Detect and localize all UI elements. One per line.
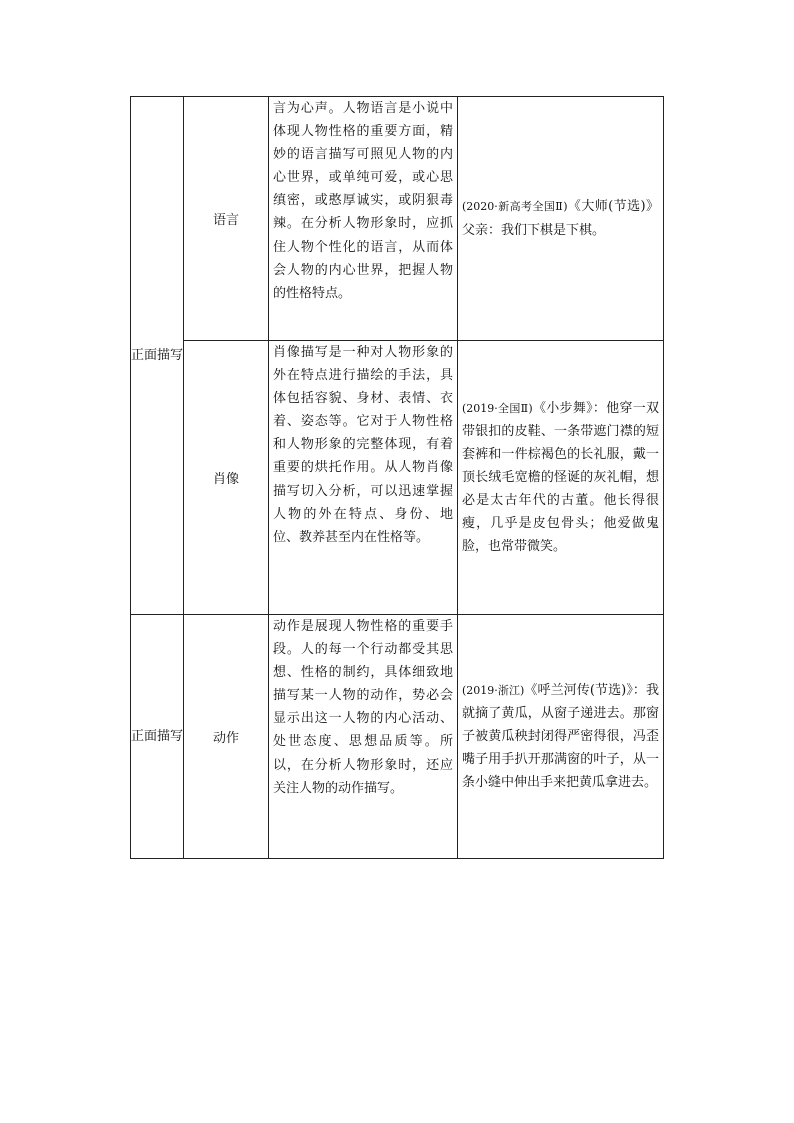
subcategory-label: 肖像 <box>212 472 239 487</box>
description-text: 肖像描写是一种对人物形象的外在特点进行描绘的手法，具体包括容貌、身材、表情、衣着、姿态等。它对于人物性格和人物形象的完整体现，有着重要的烘托作用。从人物肖像描写切入分析，可以迅速掌握人物的外在特点、身份、地位、教养甚至内在性格等。 <box>273 345 453 545</box>
category-cell <box>131 97 184 615</box>
category-label: 正面描写 <box>131 728 184 744</box>
method-table <box>130 96 664 859</box>
example-cell <box>458 341 664 615</box>
subcategory-label: 动作 <box>212 731 239 746</box>
subcategory-cell <box>184 97 269 341</box>
example-text: 《小步舞》：他穿一双带银扣的皮鞋、一条带遮门襟的短套裤和一件棕褐色的长礼服，戴一顶长绒毛宽檐的怪诞的灰礼帽，想必是太古年代的古董。他长得很瘦，几乎是皮包骨头；他爱做鬼脸，也常带微笑。 <box>462 400 659 555</box>
example-source: (2019·全国Ⅱ) <box>462 401 533 415</box>
example-text: 《呼兰河传(节选)》：我就摘了黄瓜，从窗子递进去。那窗子被黄瓜秧封闭得严密得很，冯歪嘴子用手扒开那满窗的叶子，从一条小缝中伸出手来把黄瓜拿进去。 <box>462 682 659 791</box>
example-source: (2020·新高考全国Ⅱ) <box>462 200 568 214</box>
example-cell <box>458 615 664 859</box>
description-cell <box>269 341 458 615</box>
table-row <box>131 97 664 341</box>
description-cell <box>269 615 458 859</box>
description-text: 言为心声。人物语言是小说中体现人物性格的重要方面，精妙的语言描写可照见人物的内心世界，或单纯可爱，或心思缜密，或憨厚诚实，或阴狠毒辣。在分析人物形象时，应抓住人物个性化的语言，从而体会人物的内心世界，把握人物的性格特点。 <box>273 101 453 301</box>
description-cell <box>269 97 458 341</box>
category-cell <box>131 615 184 859</box>
example-source: (2019·浙江) <box>462 683 525 697</box>
table-row <box>131 615 664 859</box>
description-text: 动作是展现人物性格的重要手段。人的每一个行动都受其思想、性格的制约，具体细致地描写某一人物的动作，势必会显示出这一人物的内心活动、处世态度、思想品质等。所以，在分析人物形象时，还应关注人物的动作描写。 <box>273 619 453 796</box>
subcategory-cell <box>184 615 269 859</box>
table-row <box>131 341 664 615</box>
subcategory-cell <box>184 341 269 615</box>
example-text: 《大师(节选)》父亲：我们下棋是下棋。 <box>462 199 659 238</box>
example-cell <box>458 97 664 341</box>
category-label: 正面描写 <box>131 347 184 363</box>
subcategory-label: 语言 <box>212 213 239 228</box>
